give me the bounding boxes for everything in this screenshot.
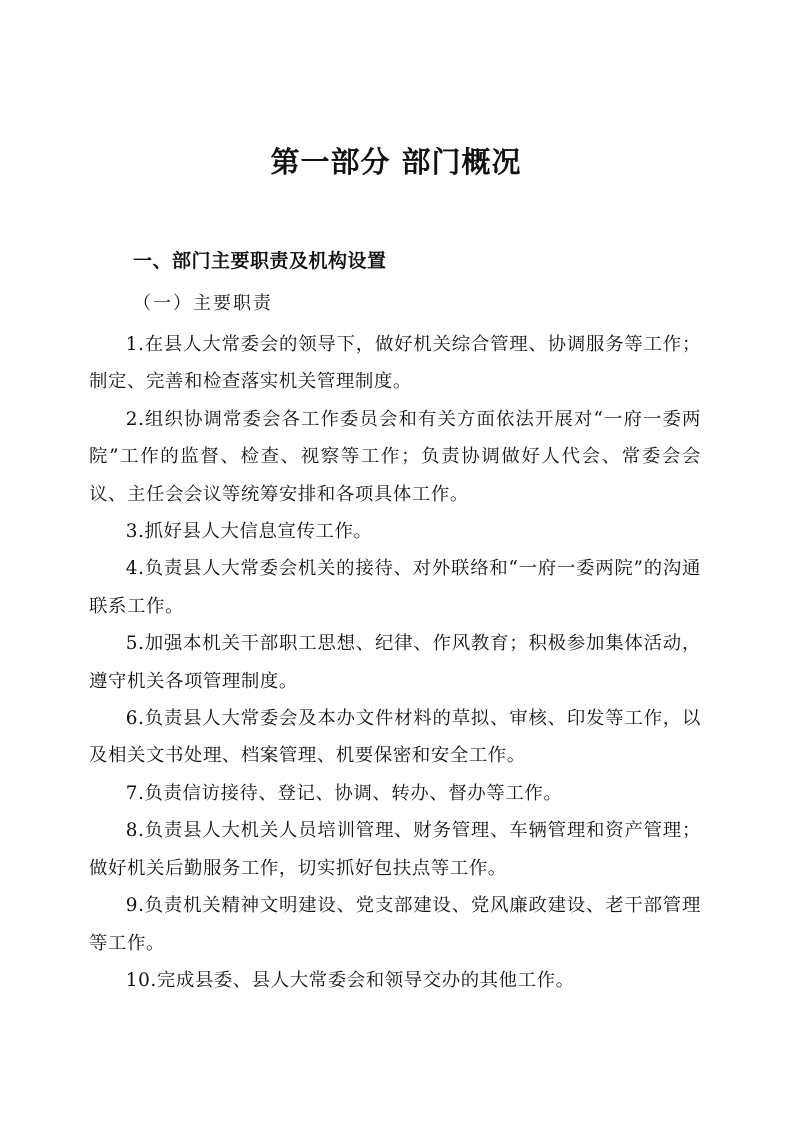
duty-paragraph: 10.完成县委、县人大常委会和领导交办的其他工作。 (125, 969, 575, 991)
duty-paragraph: 3.抓好县人大信息宣传工作。 (125, 521, 373, 543)
duty-paragraph: 6.负责县人大常委会及本办文件材料的草拟、审核、印发等工作，以及相关文书处理、档案管理、机要保密和安全工作。 (89, 708, 701, 767)
duty-paragraph: 9.负责机关精神文明建设、党支部建设、党风廉政建设、老干部管理等工作。 (89, 895, 701, 954)
duty-paragraph: 4.负责县人大常委会机关的接待、对外联络和“一府一委两院”的沟通联系工作。 (89, 558, 701, 617)
duty-paragraph: 2.组织协调常委会各工作委员会和有关方面依法开展对“一府一委两院”工作的监督、检查、视察等工作；负责协调做好人代会、常委会会议、主任会会议等统筹安排和各项具体工作。 (89, 408, 701, 505)
duty-paragraph: 5.加强本机关干部职工思想、纪律、作风教育；积极参加集体活动，遵守机关各项管理制度。 (89, 633, 701, 692)
duties-list (89, 326, 701, 999)
section-heading: 一、部门主要职责及机构设置 (133, 250, 387, 272)
subsection-heading: （一）主要职责 (133, 293, 273, 314)
duty-paragraph: 7.负责信访接待、登记、协调、转办、督办等工作。 (125, 782, 563, 804)
page-title: 第一部分 部门概况 (270, 145, 522, 179)
duty-paragraph: 1.在县人大常委会的领导下，做好机关综合管理、协调服务等工作；制定、完善和检查落实机关管理制度。 (89, 334, 701, 393)
duty-paragraph: 8.负责县人大机关人员培训管理、财务管理、车辆管理和资产管理；做好机关后勤服务工作，切实抓好包扶点等工作。 (89, 820, 701, 879)
